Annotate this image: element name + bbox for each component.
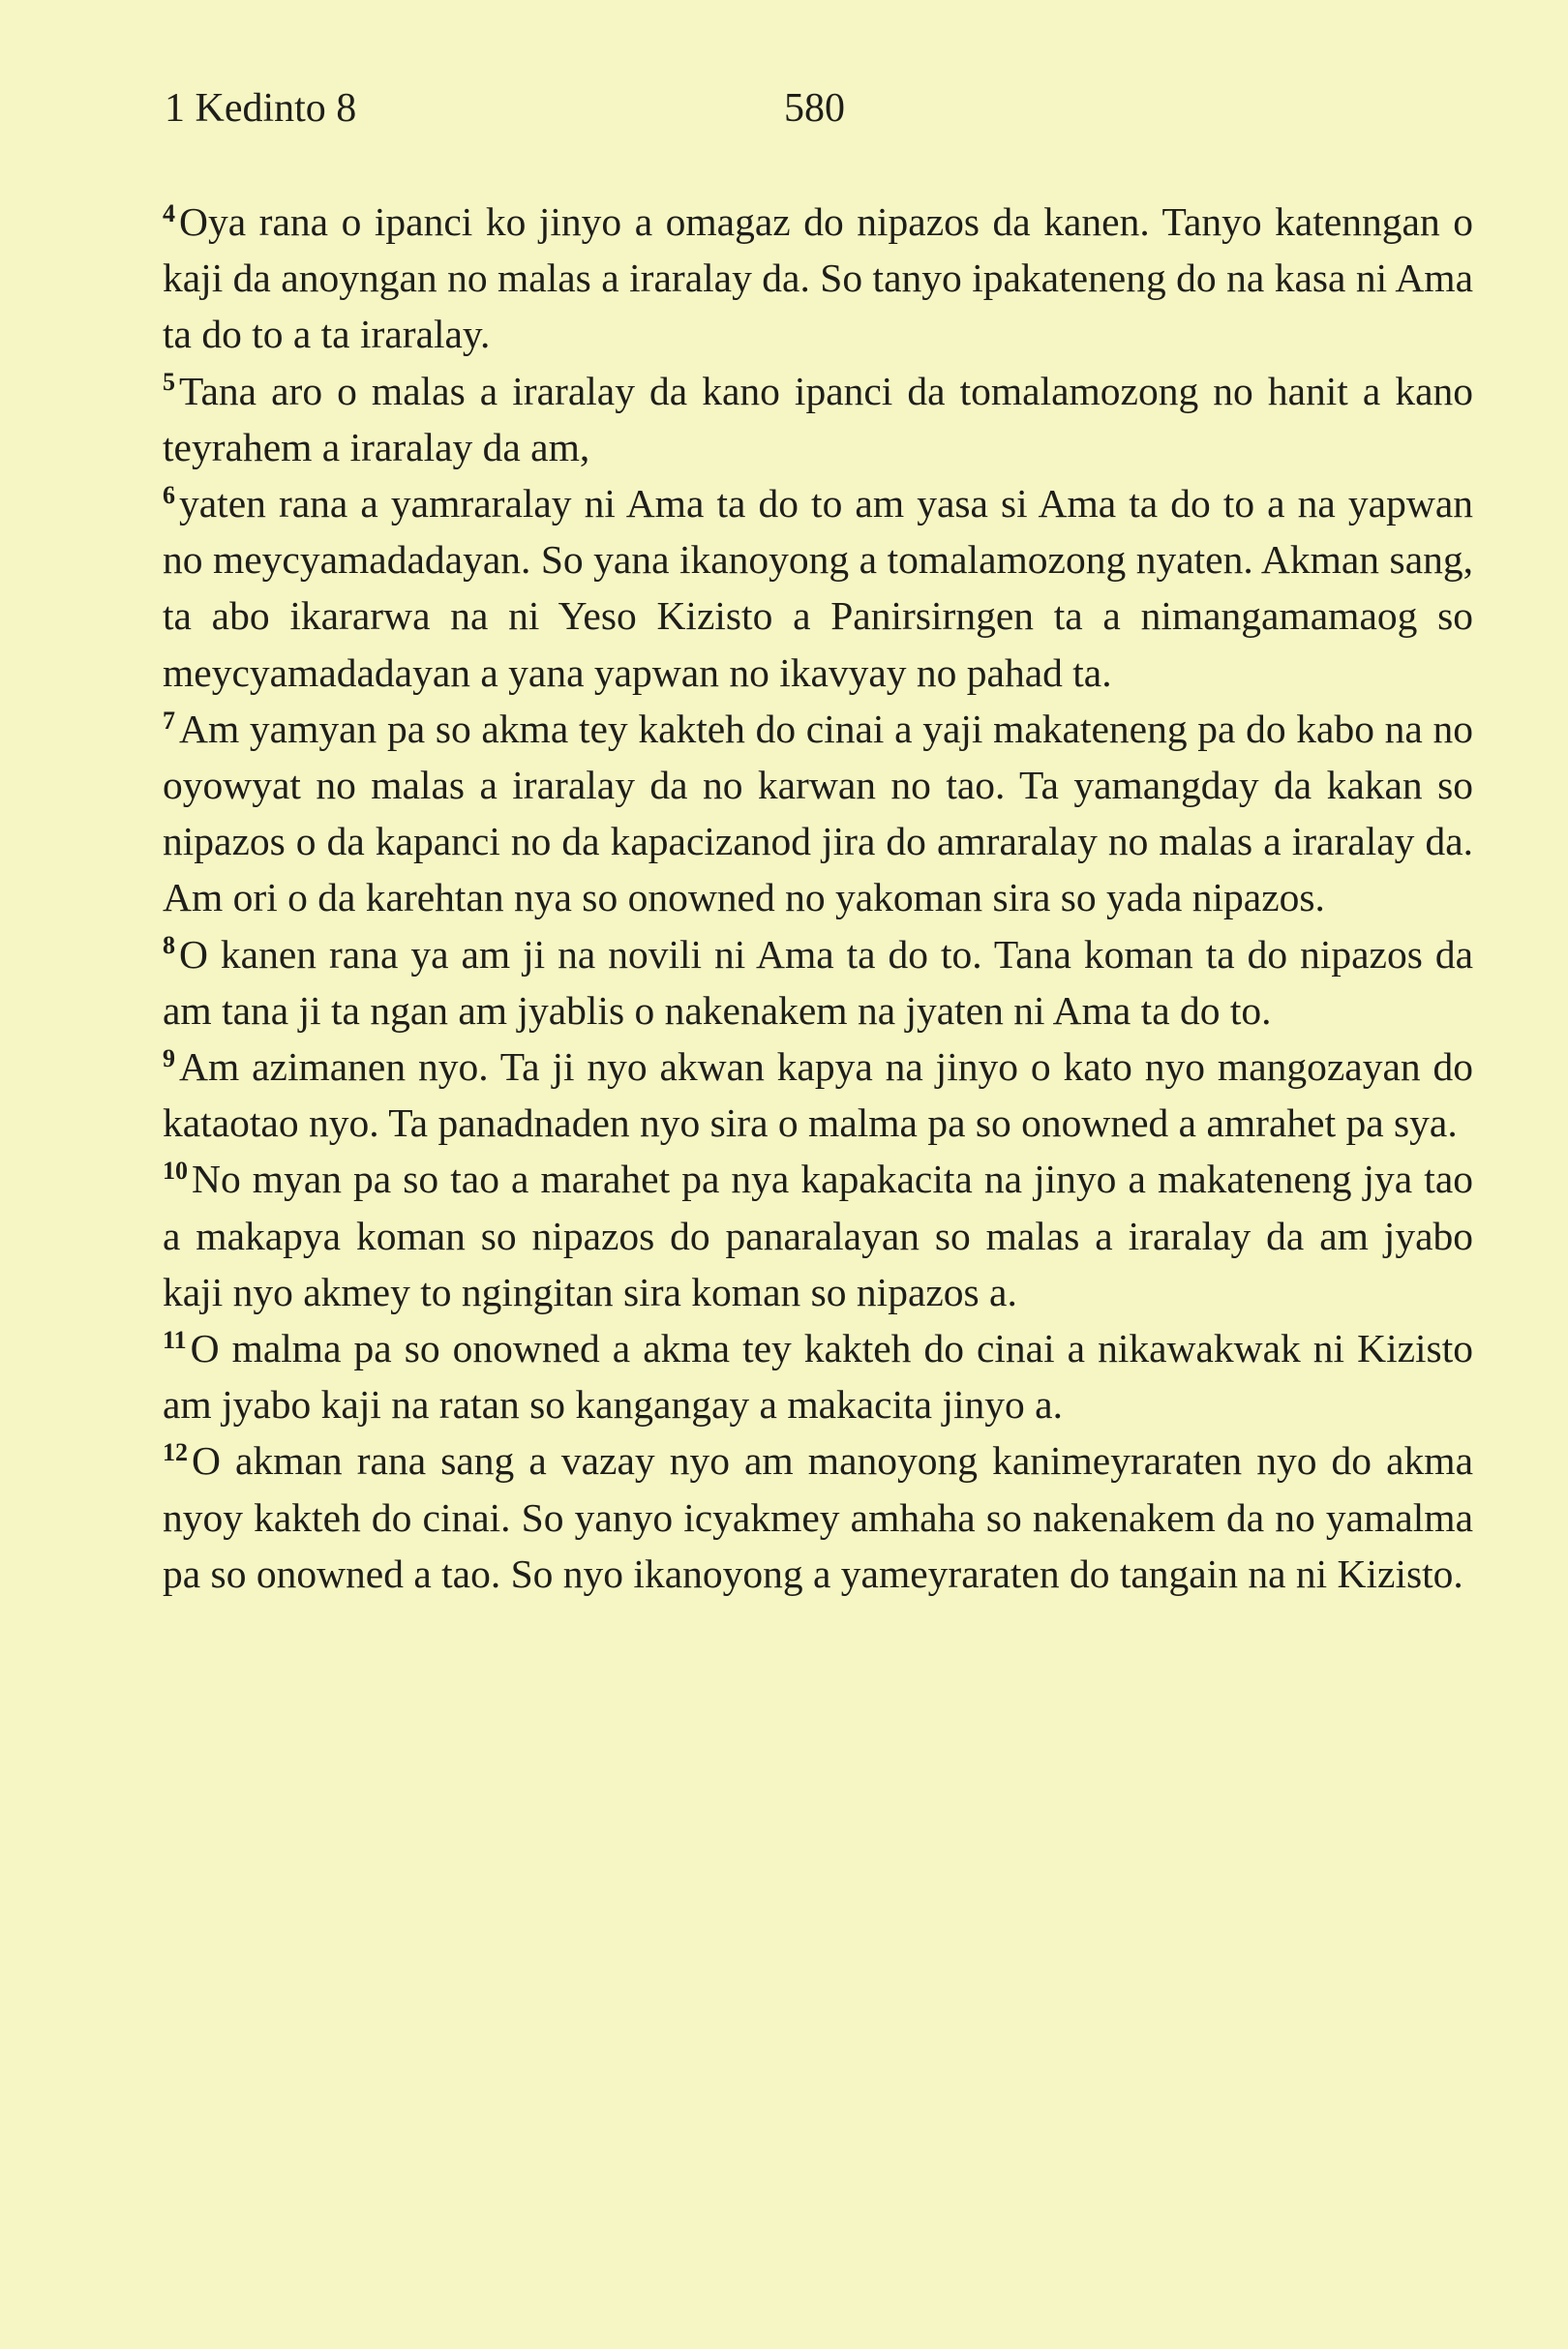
- verse: [163, 1039, 1473, 1151]
- verse: [163, 194, 1473, 363]
- verse-text: No myan pa so tao a marahet pa nya kapakacita na jinyo a makateneng jya tao a makapya koman so nipazos do panaralayan so malas a iraralay da am jyabo kaji nyo akmey to ngingitan sira koman so nipazos a.: [163, 1157, 1473, 1314]
- verse-text: O akman rana sang a vazay nyo am manoyong kanimeyraraten nyo do akma nyoy kakteh do cinai. So yanyo icyakmey amhaha so nakenakem da no yamalma pa so onowned a tao. So nyo ikanoyong a yameyraraten do tangain na ni Kizisto.: [163, 1438, 1473, 1596]
- verse: [163, 926, 1473, 1039]
- verse-text: O malma pa so onowned a akma tey kakteh do cinai a nikawakwak ni Kizisto am jyabo kaji na ratan so kangangay a makacita jinyo a.: [163, 1326, 1473, 1428]
- verse-number: 5: [163, 368, 175, 397]
- verse: [163, 1151, 1473, 1320]
- verse: [163, 1432, 1473, 1602]
- page-number: 580: [784, 86, 845, 131]
- verse-text: Am yamyan pa so akma tey kakteh do cinai a yaji makateneng pa do kabo na no oyowyat no malas a iraralay da no karwan no tao. Ta yamangday da kakan so nipazos o da kapanci no da kapacizanod jira do amraralay no malas a iraralay da. Am ori o da karehtan nya so onowned no yakoman sira so yada nipazos.: [163, 706, 1473, 920]
- verse: [163, 1320, 1473, 1432]
- verse-text: yaten rana a yamraralay ni Ama ta do to am yasa si Ama ta do to a na yapwan no meycyamadadayan. So yana ikanoyong a tomalamozong nyaten. Akman sang, ta abo ikararwa na ni Yeso Kizisto a Panirsirngen ta a nimangamamaog so meycyamadadayan a yana yapwan no ikavyay no pahad ta.: [163, 481, 1473, 695]
- verse-number: 6: [163, 480, 175, 509]
- running-header: [165, 79, 861, 137]
- verse-number: 12: [163, 1438, 188, 1467]
- verse-number: 4: [163, 198, 175, 227]
- verse: [163, 701, 1473, 926]
- verse-text: O kanen rana ya am ji na novili ni Ama ta do to. Tana koman ta do nipazos da am tana ji ta ngan am jyablis o nakenakem na jyaten ni Ama ta do to.: [163, 931, 1473, 1033]
- verse-text: Oya rana o ipanci ko jinyo a omagaz do nipazos da kanen. Tanyo katenngan o kaji da anoyngan no malas a iraralay da. So tanyo ipakateneng do na kasa ni Ama ta do to a ta iraralay.: [163, 199, 1473, 357]
- verse-number: 7: [163, 706, 175, 735]
- body-text: [163, 194, 1473, 1602]
- verse-number: 10: [163, 1157, 188, 1186]
- verse-text: Tana aro o malas a iraralay da kano ipanci da tomalamozong no hanit a kano teyrahem a iraralay da am,: [163, 368, 1473, 469]
- verse-number: 11: [163, 1325, 187, 1354]
- verse: [163, 363, 1473, 475]
- verse-number: 9: [163, 1043, 175, 1072]
- verse-number: 8: [163, 931, 175, 960]
- book-chapter-label: 1 Kedinto 8: [165, 86, 357, 131]
- verse: [163, 475, 1473, 701]
- verse-text: Am azimanen nyo. Ta ji nyo akwan kapya na jinyo o kato nyo mangozayan do kataotao nyo. Ta panadnaden nyo sira o malma pa so onowned a amrahet pa sya.: [163, 1044, 1473, 1146]
